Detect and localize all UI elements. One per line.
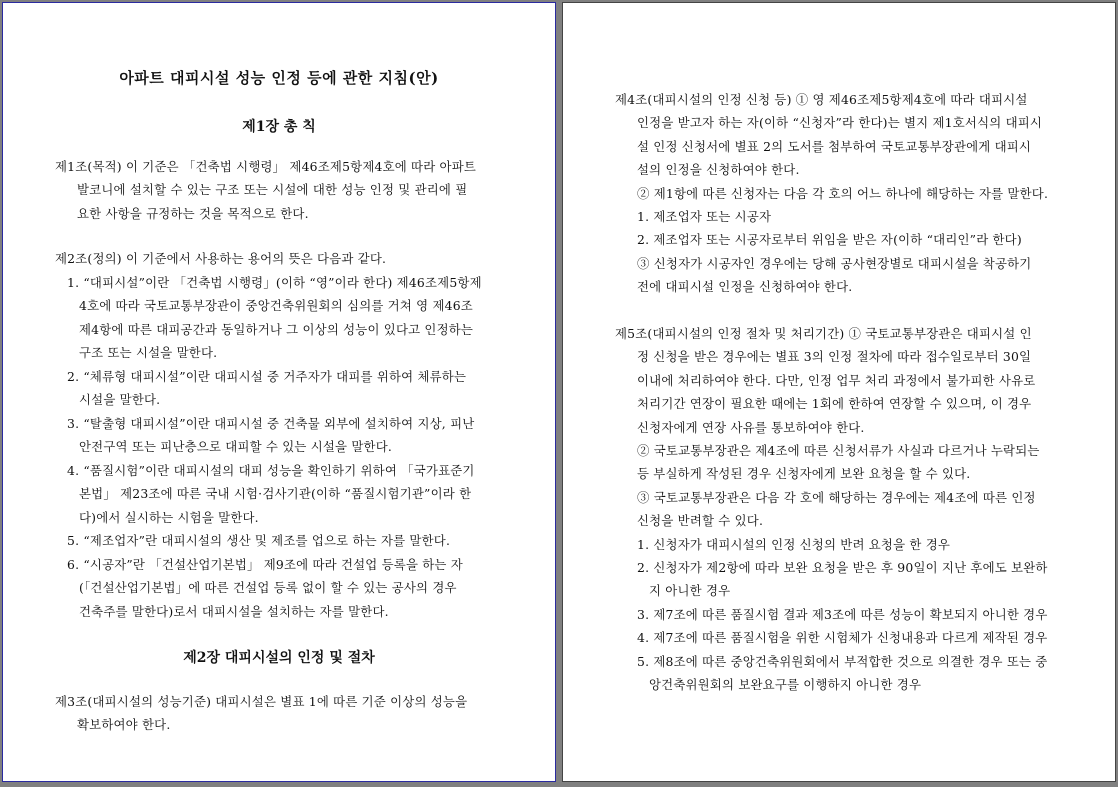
text-line: 6. “시공자”란 「건설산업기본법」 제9조에 따라 건설업 등록을 하는 자 (67, 557, 463, 572)
text-line: ③ 국토교통부장관은 다음 각 호에 해당하는 경우에는 제4조에 따른 인정 (637, 489, 1036, 505)
text-line: 2. 신청자가 제2항에 따라 보완 요청을 받은 후 90일이 지난 후에도 보완하 (637, 560, 1048, 576)
text-line: 1. 제조업자 또는 시공자 (637, 209, 772, 225)
text-line: 처리기간 연장이 필요한 때에는 1회에 한하여 연장할 수 있으며, 이 경우 (637, 396, 1032, 412)
article-1 (55, 155, 515, 225)
text-line: 제1조(목적) 이 기준은 「건축법 시행령」 제46조제5항제4호에 따라 아파트 (55, 159, 477, 174)
text-line: 시설을 말한다. (79, 392, 161, 408)
text-line: 제2조(정의) 이 기준에서 사용하는 용어의 뜻은 다음과 같다. (55, 251, 387, 266)
definition-item-1 (67, 271, 482, 365)
text-line: 제3조(대피시설의 성능기준) 대피시설은 별표 1에 따른 기준 이상의 성능을 (55, 694, 468, 709)
definition-item-6 (67, 553, 463, 623)
text-line: ② 국토교통부장관은 제4조에 따른 신청서류가 사실과 다르거나 누락되는 (637, 443, 1040, 459)
text-line: 이내에 처리하여야 한다. 다만, 인정 업무 처리 과정에서 불가피한 사유로 (637, 372, 1036, 388)
text-line: 발코니에 설치할 수 있는 구조 또는 시설에 대한 성능 인정 및 관리에 필 (77, 182, 468, 198)
text-line: 제4항에 따른 대피공간과 동일하거나 그 이상의 성능이 있다고 인정하는 (79, 321, 474, 337)
text-line: 인정을 받고자 하는 자(이하 “신청자”라 한다)는 별지 제1호서식의 대피시 (637, 115, 1043, 131)
text-line: 신청자에게 연장 사유를 통보하여야 한다. (637, 419, 865, 435)
text-line: ② 제1항에 따른 신청자는 다음 각 호의 어느 하나에 해당하는 자를 말한다. (637, 185, 1049, 201)
text-line: 5. “제조업자”란 대피시설의 생산 및 제조를 업으로 하는 자를 말한다. (67, 533, 451, 548)
text-line: 1. “대피시설”이란 「건축법 시행령」(이하 “영”이라 한다) 제46조제5항제 (67, 275, 482, 290)
text-line: 설 인정 신청서에 별표 2의 도서를 첨부하여 국토교통부장관에게 대피시 (637, 138, 1032, 154)
text-line: 제5조(대피시설의 인정 절차 및 처리기간) ① 국토교통부장관은 대피시설 인 (615, 326, 1032, 341)
chapter-2-heading: 제2장 대피시설의 인정 및 절차 (183, 650, 375, 666)
text-line: 제4조(대피시설의 인정 신청 등) ① 영 제46조제5항제4호에 따라 대피시설 (615, 92, 1028, 107)
text-line: 본법」 제23조에 따른 국내 시험·검사기관(이하 “품질시험기관”이라 한 (79, 486, 472, 502)
text-line: 4호에 따라 국토교통부장관이 중앙건축위원회의 심의를 거쳐 영 제46조 (79, 298, 473, 314)
text-line: (「건설산업기본법」에 따른 건설업 등록 없이 할 수 있는 공사의 경우 (79, 580, 457, 596)
text-line: 3. 제7조에 따른 품질시험 결과 제3조에 따른 성능이 확보되지 아니한 경우 (637, 606, 1048, 622)
text-line: 5. 제8조에 따른 중앙건축위원회에서 부적합한 것으로 의결한 경우 또는 중 (637, 653, 1048, 669)
text-line: 1. 신청자가 대피시설의 인정 신청의 반려 요청을 한 경우 (637, 536, 951, 552)
article-4 (615, 88, 1085, 299)
text-line: 2. “체류형 대피시설”이란 대피시설 중 거주자가 대피를 위하여 체류하는 (67, 369, 467, 384)
definition-item-5 (67, 529, 450, 552)
text-line: 4. “품질시험”이란 대피시설의 대피 성능을 확인하기 위하여 「국가표준기 (67, 463, 475, 478)
definition-item-3 (67, 412, 474, 459)
chapter-1-heading: 제1장 총 칙 (242, 119, 316, 135)
text-line: 3. “탈출형 대피시설”이란 대피시설 중 건축물 외부에 설치하여 지상, 피난 (67, 416, 475, 431)
text-line: 전에 대피시설 인정을 신청하여야 한다. (637, 279, 853, 295)
text-line: ③ 신청자가 시공자인 경우에는 당해 공사현장별로 대피시설을 착공하기 (637, 255, 1032, 271)
text-line: 등 부실하게 작성된 경우 신청자에게 보완 요청을 할 수 있다. (637, 466, 971, 482)
text-line: 2. 제조업자 또는 시공자로부터 위임을 받은 자(이하 “대리인”라 한다) (637, 232, 1022, 248)
article-3 (55, 690, 515, 737)
document-title: 아파트 대피시설 성능 인정 등에 관한 지침(안) (119, 69, 439, 87)
text-line: 다)에서 실시하는 시험을 말한다. (79, 509, 259, 525)
text-line: 신청을 반려할 수 있다. (637, 513, 764, 529)
text-line: 지 아니한 경우 (649, 583, 731, 599)
text-line: 확보하여야 한다. (77, 717, 171, 733)
text-line: 구조 또는 시설을 말한다. (79, 345, 218, 361)
article-2 (55, 247, 515, 270)
left-page (2, 2, 556, 782)
text-line: 요한 사항을 규정하는 것을 목적으로 한다. (77, 205, 309, 221)
text-line: 안전구역 또는 피난층으로 대피할 수 있는 시설을 말한다. (79, 439, 393, 455)
right-page (562, 2, 1116, 782)
definition-item-2 (67, 365, 466, 412)
definition-item-4 (67, 459, 475, 529)
article-5 (615, 322, 1085, 697)
text-line: 설의 인정을 신청하여야 한다. (637, 162, 800, 178)
text-line: 4. 제7조에 따른 품질시험을 위한 시험체가 신청내용과 다르게 제작된 경우 (637, 630, 1048, 646)
text-line: 건축주를 말한다)로서 대피시설을 설치하는 자를 말한다. (79, 603, 389, 619)
text-line: 앙건축위원회의 보완요구를 이행하지 아니한 경우 (649, 677, 922, 693)
text-line: 정 신청을 받은 경우에는 별표 3의 인정 절차에 따라 접수일로부터 30일 (637, 349, 1032, 365)
